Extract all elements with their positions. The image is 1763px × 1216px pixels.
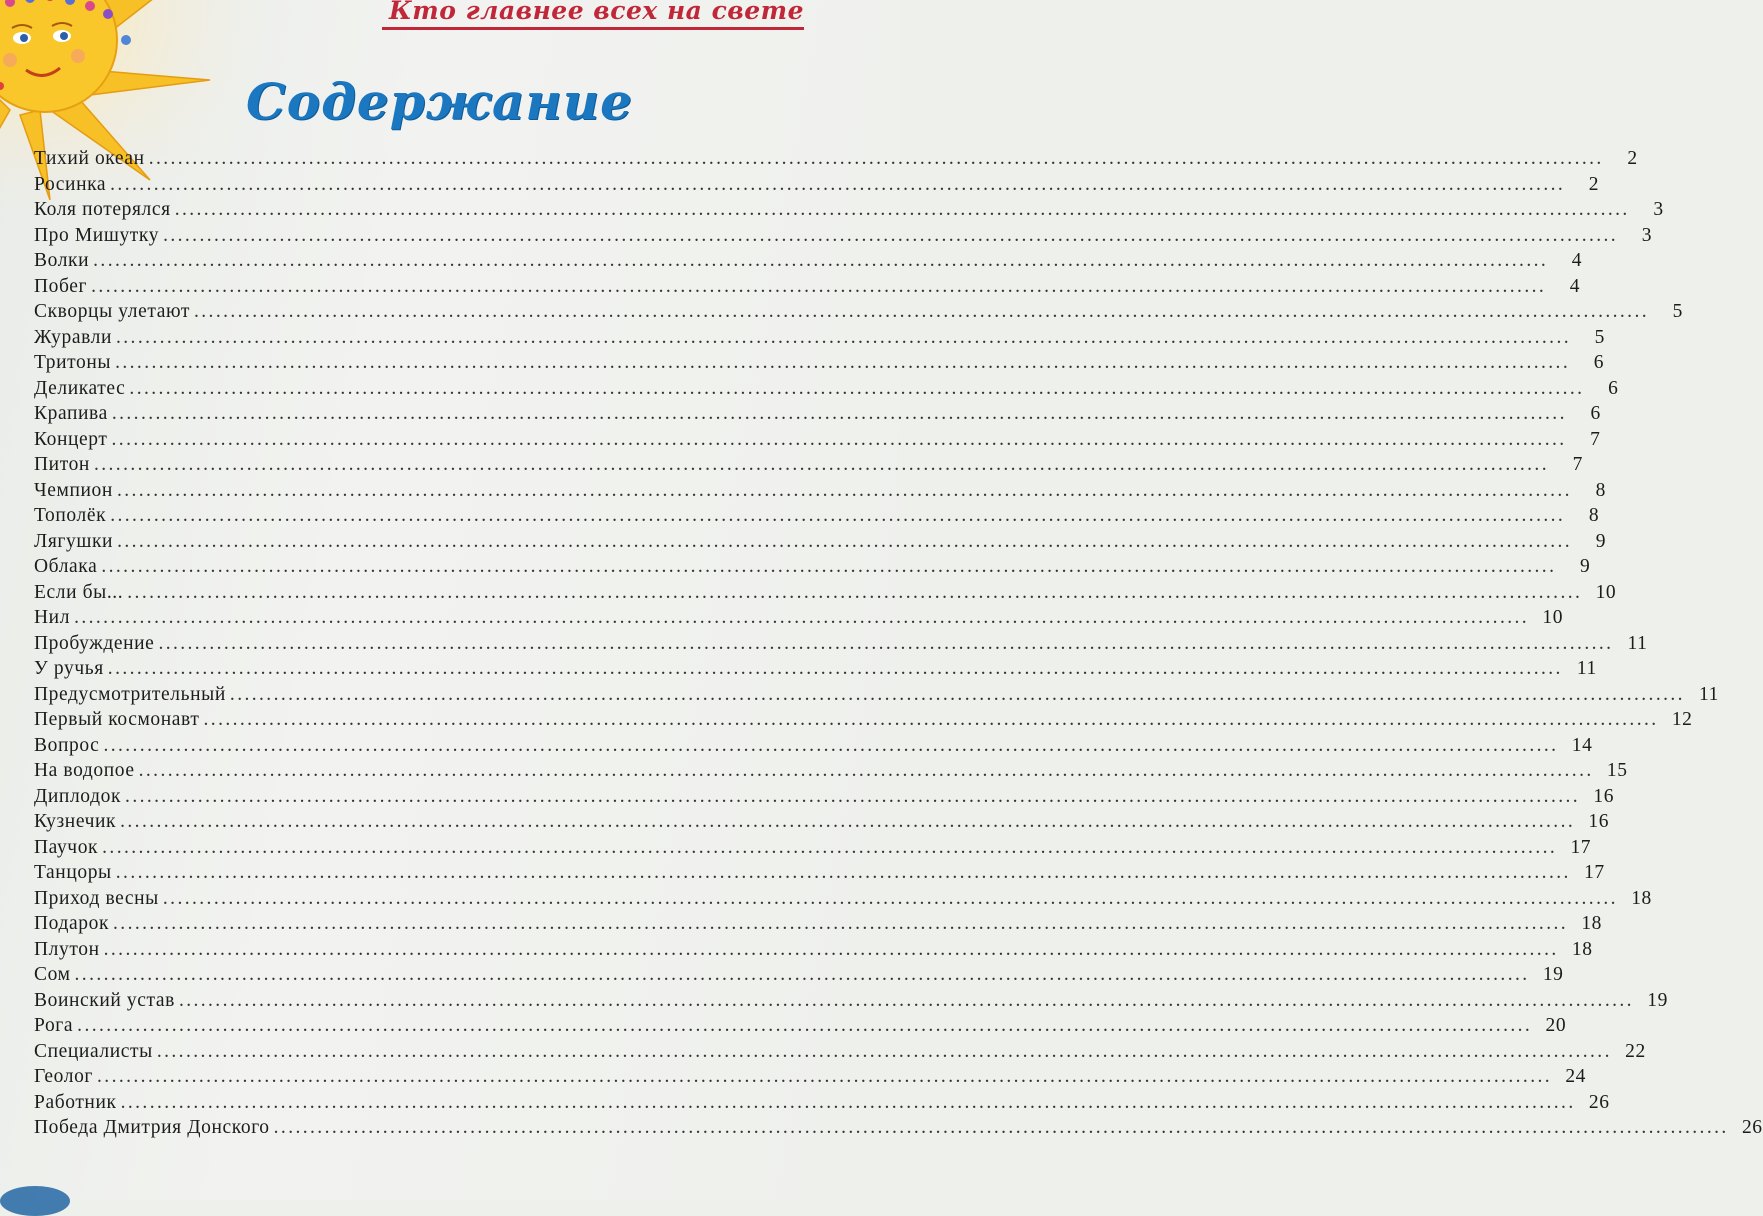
toc-entry-title: Приход весны xyxy=(34,887,159,909)
toc-leader-dots: ........................................................................................................................................................................................................ xyxy=(93,250,1549,271)
toc-entry-page: 3 xyxy=(1641,224,1653,246)
toc-entry xyxy=(34,377,1619,404)
toc-entry-page: 7 xyxy=(1590,428,1601,450)
toc-leader-dots: ........................................................................................................................................................................................................ xyxy=(115,352,1571,373)
toc-leader-dots: ........................................................................................................................................................................................................ xyxy=(120,811,1576,832)
toc-entry-page: 11 xyxy=(1576,658,1597,679)
toc-entry-title: Паучок xyxy=(34,836,99,858)
toc-entry xyxy=(34,734,1593,761)
toc-entry-page: 11 xyxy=(1627,632,1648,654)
toc-entry-title: Питон xyxy=(34,454,90,475)
toc-entry xyxy=(34,581,1617,608)
toc-entry xyxy=(34,862,1605,888)
toc-leader-dots: ........................................................................................................................................................................................................ xyxy=(74,964,1530,985)
toc-entry xyxy=(34,658,1597,684)
toc-entry xyxy=(34,836,1592,863)
toc-entry xyxy=(34,1117,1763,1143)
toc-entry xyxy=(34,326,1605,353)
toc-leader-dots: ........................................................................................................................................................................................................ xyxy=(127,581,1583,603)
toc-leader-dots: ........................................................................................................................................................................................................ xyxy=(129,377,1585,399)
toc-entry-page: 8 xyxy=(1588,505,1600,526)
toc-entry-page: 2 xyxy=(1588,173,1600,195)
toc-leader-dots: ........................................................................................................................................................................................................ xyxy=(111,403,1567,424)
toc-leader-dots: ........................................................................................................................................................................................................ xyxy=(115,862,1571,883)
toc-entry-page: 18 xyxy=(1581,913,1603,934)
header-divider xyxy=(382,27,804,30)
toc-entry-page: 22 xyxy=(1625,1040,1646,1062)
toc-entry-page: 7 xyxy=(1572,454,1583,475)
toc-leader-dots: ........................................................................................................................................................................................................ xyxy=(110,173,1566,195)
toc-entry-page: 26 xyxy=(1741,1117,1763,1138)
toc-entry-title: Плутон xyxy=(34,938,100,960)
toc-entry-title: Облака xyxy=(34,556,98,577)
toc-entry-title: Первый космонавт xyxy=(34,709,200,730)
toc-entry xyxy=(34,887,1652,914)
toc-entry xyxy=(34,683,1719,710)
toc-leader-dots: ........................................................................................................................................................................................................ xyxy=(162,887,1618,909)
toc-entry-page: 12 xyxy=(1671,709,1693,730)
toc-leader-dots: ........................................................................................................................................................................................................ xyxy=(273,1117,1729,1138)
toc-entry xyxy=(34,1066,1587,1092)
toc-entry xyxy=(34,352,1605,378)
toc-leader-dots: ........................................................................................................................................................................................................ xyxy=(116,479,1572,501)
toc-leader-dots: ........................................................................................................................................................................................................ xyxy=(101,556,1557,577)
toc-entry-page: 6 xyxy=(1593,352,1605,373)
table-of-contents xyxy=(34,148,1763,1143)
toc-entry-page: 15 xyxy=(1606,760,1628,781)
toc-entry-title: Про Мишутку xyxy=(34,224,160,246)
toc-leader-dots: ........................................................................................................................................................................................................ xyxy=(77,1015,1533,1036)
toc-entry-title: У ручья xyxy=(34,658,104,679)
toc-entry xyxy=(34,530,1607,557)
toc-entry-page: 9 xyxy=(1579,556,1591,577)
toc-entry-title: Специалисты xyxy=(34,1040,153,1062)
toc-leader-dots: ........................................................................................................................................................................................................ xyxy=(93,454,1549,475)
toc-entry xyxy=(34,301,1683,327)
toc-entry xyxy=(34,760,1628,786)
toc-entry-title: На водопое xyxy=(34,760,135,781)
toc-entry xyxy=(34,632,1648,659)
toc-entry xyxy=(34,403,1601,429)
toc-entry-title: Победа Дмитрия Донского xyxy=(34,1117,270,1138)
toc-entry-page: 5 xyxy=(1594,326,1605,348)
toc-entry xyxy=(34,454,1583,480)
toc-leader-dots: ........................................................................................................................................................................................................ xyxy=(91,275,1547,297)
toc-entry-page: 18 xyxy=(1571,938,1593,960)
toc-entry-title: Росинка xyxy=(34,173,107,195)
toc-leader-dots: ........................................................................................................................................................................................................ xyxy=(178,989,1634,1011)
toc-leader-dots: ........................................................................................................................................................................................................ xyxy=(107,658,1563,679)
toc-entry-title: Деликатес xyxy=(34,377,126,399)
toc-entry-page: 10 xyxy=(1595,581,1617,603)
toc-leader-dots: ........................................................................................................................................................................................................ xyxy=(116,326,1571,348)
toc-entry xyxy=(34,275,1581,302)
toc-leader-dots: ........................................................................................................................................................................................................ xyxy=(229,683,1685,705)
toc-entry-title: Рога xyxy=(34,1015,74,1036)
toc-entry-page: 19 xyxy=(1647,989,1668,1011)
toc-leader-dots: ........................................................................................................................................................................................................ xyxy=(111,428,1567,450)
toc-entry-title: Вопрос xyxy=(34,734,100,756)
toc-entry xyxy=(34,199,1664,225)
toc-entry xyxy=(34,428,1601,455)
toc-entry-title: Тихий океан xyxy=(34,148,145,169)
toc-entry xyxy=(34,607,1564,633)
toc-entry xyxy=(34,938,1593,965)
toc-entry-page: 3 xyxy=(1653,199,1664,220)
toc-leader-dots: ........................................................................................................................................................................................................ xyxy=(97,1066,1553,1087)
toc-entry xyxy=(34,250,1583,276)
toc-entry-page: 17 xyxy=(1584,862,1605,883)
toc-entry xyxy=(34,811,1610,837)
toc-entry-title: Журавли xyxy=(34,326,112,348)
decorative-corner xyxy=(0,1186,70,1216)
toc-entry-title: Сом xyxy=(34,964,71,985)
toc-entry-title: Воинский устав xyxy=(34,989,175,1011)
toc-entry xyxy=(34,785,1615,812)
toc-leader-dots: ........................................................................................................................................................................................................ xyxy=(138,760,1594,781)
toc-entry xyxy=(34,479,1606,506)
toc-entry xyxy=(34,556,1591,582)
toc-entry-title: Кузнечик xyxy=(34,811,117,832)
toc-entry xyxy=(34,505,1600,531)
toc-leader-dots: ........................................................................................................................................................................................................ xyxy=(113,913,1569,934)
toc-entry-title: Работник xyxy=(34,1091,117,1113)
toc-entry xyxy=(34,173,1600,200)
toc-leader-dots: ........................................................................................................................................................................................................ xyxy=(74,607,1530,628)
page-title: Содержание xyxy=(246,72,633,131)
toc-leader-dots: ........................................................................................................................................................................................................ xyxy=(120,1091,1576,1113)
toc-entry-title: Концерт xyxy=(34,428,108,450)
toc-entry-title: Крапива xyxy=(34,403,108,424)
toc-leader-dots: ........................................................................................................................................................................................................ xyxy=(203,709,1659,730)
toc-entry-page: 18 xyxy=(1631,887,1652,909)
toc-entry-page: 4 xyxy=(1569,275,1581,297)
toc-leader-dots: ........................................................................................................................................................................................................ xyxy=(125,785,1581,807)
toc-entry-page: 8 xyxy=(1595,479,1606,501)
toc-leader-dots: ........................................................................................................................................................................................................ xyxy=(148,148,1604,169)
toc-entry-page: 9 xyxy=(1595,530,1607,552)
toc-leader-dots: ........................................................................................................................................................................................................ xyxy=(117,530,1573,552)
toc-entry xyxy=(34,989,1668,1016)
toc-entry-page: 2 xyxy=(1627,148,1638,169)
toc-leader-dots: ........................................................................................................................................................................................................ xyxy=(158,632,1614,654)
toc-entry-title: Предусмотрительный xyxy=(34,683,226,705)
toc-entry-title: Скворцы улетают xyxy=(34,301,190,322)
toc-leader-dots: ........................................................................................................................................................................................................ xyxy=(110,505,1566,526)
toc-entry-page: 10 xyxy=(1542,607,1564,628)
toc-entry-page: 17 xyxy=(1570,836,1592,858)
toc-entry-title: Если бы... xyxy=(34,581,124,603)
toc-entry xyxy=(34,913,1603,939)
toc-entry xyxy=(34,148,1638,174)
toc-leader-dots: ........................................................................................................................................................................................................ xyxy=(194,301,1649,322)
toc-entry-title: Нил xyxy=(34,607,71,628)
toc-entry-title: Подарок xyxy=(34,913,110,934)
toc-entry xyxy=(34,964,1564,990)
toc-entry-page: 24 xyxy=(1565,1066,1587,1087)
toc-entry-title: Коля потерялся xyxy=(34,199,171,220)
toc-entry-title: Тополёк xyxy=(34,505,107,526)
toc-leader-dots: ........................................................................................................................................................................................................ xyxy=(103,938,1559,960)
toc-entry-page: 4 xyxy=(1571,250,1583,271)
toc-entry-page: 20 xyxy=(1545,1015,1567,1036)
toc-leader-dots: ........................................................................................................................................................................................................ xyxy=(102,836,1558,858)
toc-entry-page: 14 xyxy=(1571,734,1593,756)
toc-entry-title: Пробуждение xyxy=(34,632,155,654)
toc-entry xyxy=(34,1091,1610,1118)
toc-entry xyxy=(34,1015,1567,1041)
toc-entry-title: Танцоры xyxy=(34,862,112,883)
toc-entry-title: Чемпион xyxy=(34,479,113,501)
toc-entry xyxy=(34,709,1693,735)
toc-entry-title: Тритоны xyxy=(34,352,112,373)
toc-entry-page: 16 xyxy=(1593,785,1615,807)
toc-entry-title: Лягушки xyxy=(34,530,114,552)
toc-entry-title: Волки xyxy=(34,250,90,271)
toc-entry-page: 16 xyxy=(1588,811,1610,832)
toc-entry-page: 6 xyxy=(1608,377,1619,399)
toc-entry-page: 5 xyxy=(1672,301,1683,322)
toc-leader-dots: ........................................................................................................................................................................................................ xyxy=(163,224,1619,246)
toc-entry-title: Диплодок xyxy=(34,785,122,807)
toc-entry xyxy=(34,224,1653,251)
toc-entry-page: 19 xyxy=(1542,964,1564,985)
toc-entry xyxy=(34,1040,1646,1067)
toc-entry-page: 6 xyxy=(1590,403,1601,424)
book-series-title: Кто главнее всех на свете xyxy=(389,0,804,25)
toc-leader-dots: ........................................................................................................................................................................................................ xyxy=(156,1040,1612,1062)
toc-entry-title: Геолог xyxy=(34,1066,94,1087)
toc-entry-title: Побег xyxy=(34,275,88,297)
toc-entry-page: 11 xyxy=(1698,683,1719,705)
toc-entry-page: 26 xyxy=(1588,1091,1610,1113)
toc-leader-dots: ........................................................................................................................................................................................................ xyxy=(103,734,1559,756)
toc-leader-dots: ........................................................................................................................................................................................................ xyxy=(174,199,1630,220)
